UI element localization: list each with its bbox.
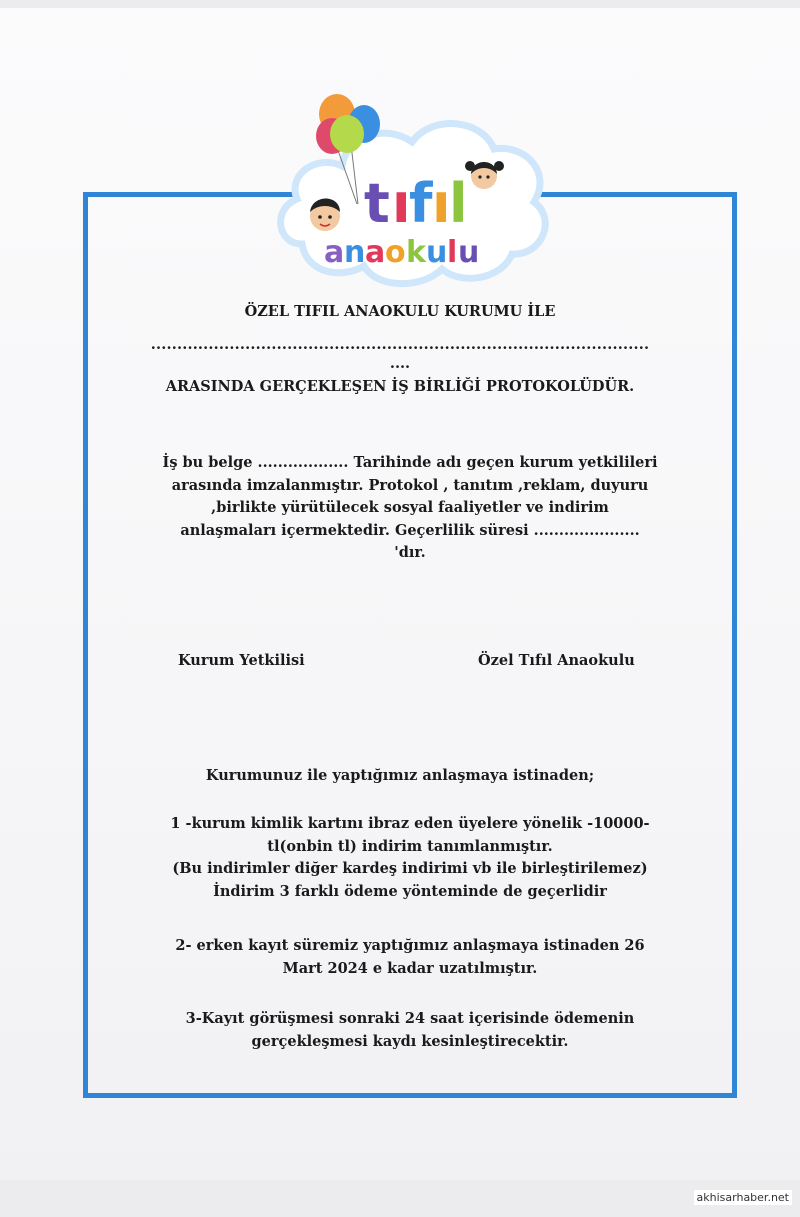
svg-text:l: l [449,172,468,235]
paragraph-line: ,birlikte yürütülecek sosyal faaliyetler ve indirim [211,499,609,516]
tifil-anaokulu-logo [272,94,554,290]
signature-left-label: Kurum Yetkilisi [178,652,305,669]
agreement-line: gerçekleşmesi kaydı kesinleştirecektir. [251,1032,569,1050]
svg-text:a: a [324,235,345,270]
svg-text:a: a [365,235,386,270]
agreement-item-3 [150,1008,670,1053]
svg-text:f: f [409,172,433,235]
site-watermark: akhisarhaber.net [694,1190,792,1205]
svg-text:n: n [344,235,366,270]
document-page [0,8,800,1180]
logo-word-tifil [364,172,468,235]
agreement-item-1 [150,813,670,903]
svg-text:u: u [426,235,448,270]
paragraph-line: anlaşmaları içermektedir. Geçerlilik süresi ..................... [180,521,640,539]
protocol-title: ARASINDA GERÇEKLEŞEN İŞ BİRLİĞİ PROTOKOLÜDÜR. [165,378,635,395]
agreement-item-2 [150,935,670,980]
logo-word-anaokulu [324,235,479,270]
signature-right-label: Özel Tıfıl Anaokulu [478,652,635,669]
paragraph-line: 'dır. [394,544,426,561]
agreement-line: (Bu indirimler diğer kardeş indirimi vb ile birleştirilemez) [172,860,648,877]
svg-text:ı: ı [432,172,451,235]
svg-text:k: k [406,235,426,270]
agreement-line: Mart 2024 e kadar uzatılmıştır. [282,959,538,977]
protocol-paragraph [160,452,660,565]
paragraph-line: İş bu belge .................. Tarihinde adı geçen kurum yetkilileri [162,454,658,471]
agreement-line: İndirim 3 farklı ödeme yönteminde de geçerlidir [213,882,607,900]
agreement-line: tl(onbin tl) indirim tanımlanmıştır. [267,837,553,855]
svg-text:ı: ı [392,172,411,235]
svg-text:t: t [364,172,390,235]
paragraph-line: arasında imzalanmıştır. Protokol , tanıtım ,reklam, duyuru [171,476,649,494]
svg-text:u: u [458,235,480,270]
svg-text:o: o [385,235,406,270]
header-line-1: ÖZEL TIFIL ANAOKULU KURUMU İLE [244,303,556,320]
header-dots-line: ............................................................................................... [150,336,650,353]
agreement-line: 1 -kurum kimlik kartını ibraz eden üyelere yönelik -10000- [170,815,650,832]
header-short-dots: .... [389,355,411,372]
agreement-line: 3-Kayıt görüşmesi sonraki 24 saat içerisinde ödemenin [185,1010,635,1027]
agreement-intro: Kurumunuz ile yaptığımız anlaşmaya istinaden; [205,767,595,784]
agreement-line: 2- erken kayıt süremiz yaptığımız anlaşmaya istinaden 26 [175,937,645,954]
svg-text:l: l [447,235,458,270]
